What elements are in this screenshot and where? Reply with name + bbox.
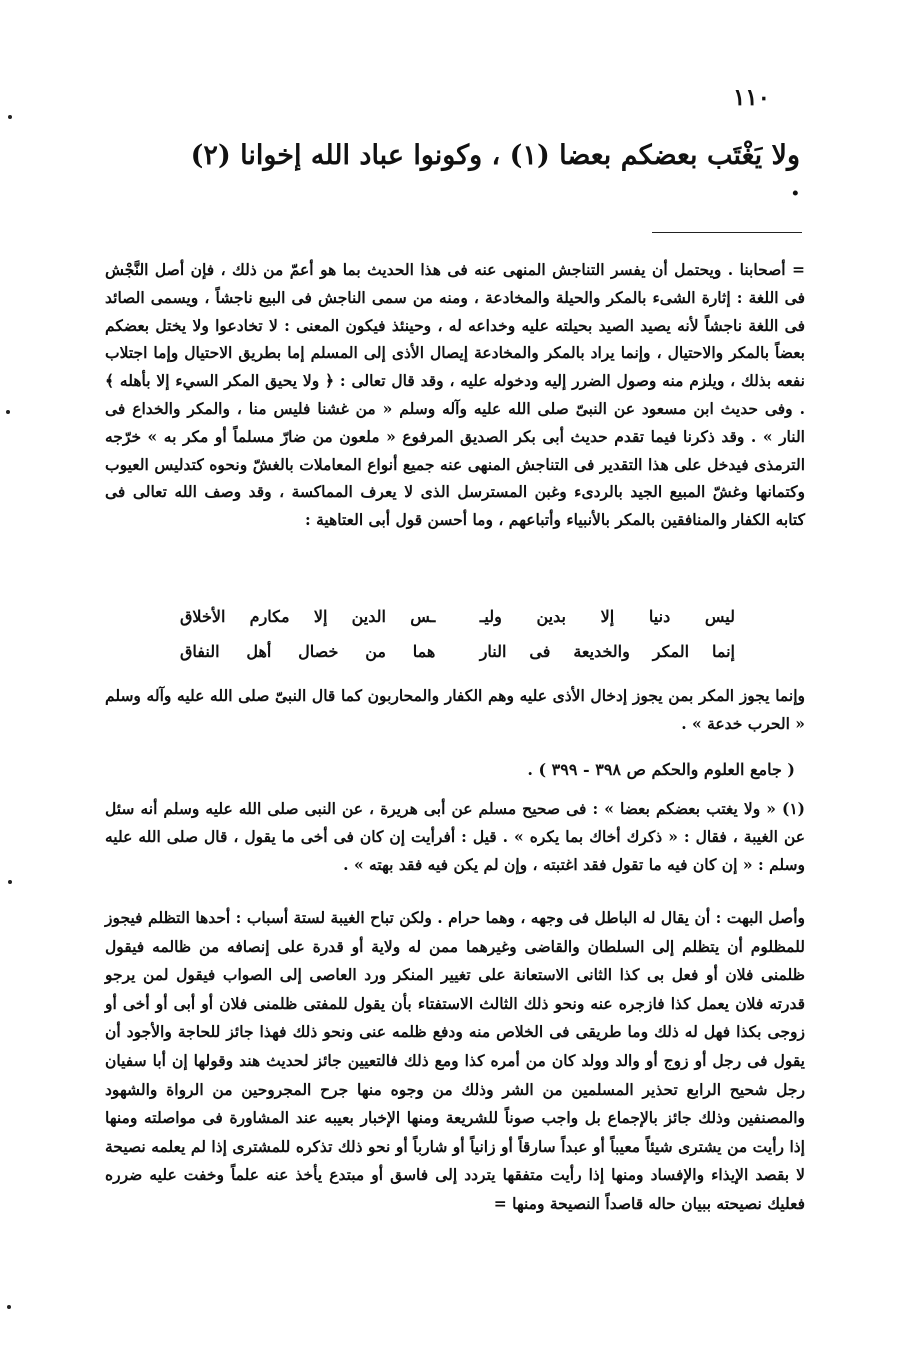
footnote-separator (652, 232, 802, 233)
footnote-1-continued: وأصل البهت : أن يقال له الباطل فى وجهه ، وهما حرام . ولكن تباح الغيبة لستة أسباب : أحدها التظلم فيجوز للمظلوم أن يتظلم إلى السلطان والقاضى وغيرهما ممن له ولاية أو قدرة على إنصافه من ظالمه فيقول ظلمنى فلان أو فعل بى كذا الثانى الاستعانة على تغيير المنكر ورد العاصى إلى الصواب فيقول لمن يرجو قدرته فلان يعمل كذا فازجره عنه ونحو ذلك الثالث الاستفتاء بأن يقول للمفتى ظلمنى فلان أو أبى أو أخى أو زوجى بكذا فهل له ذلك وما طريقى فى الخلاص منه ودفع ظلمه عنى ونحو ذلك فهذا جائز للحاجة والأجود أن يقول فى رجل أو زوج أو والد وولد كان من أمره كذا ومع ذلك فالتعيين جائز لحديث هند وقولها إن أبا سفيان رجل شحيح الرابع تحذير المسلمين من الشر وذلك من وجوه منها جرح المجروحين من الرواة والشهود والمصنفين وذلك جائز بالإجماع بل واجب صوناً للشريعة ومنها الإخبار بعيبه عند المشاورة فى مواصلته ومنها إذا رأيت من يشترى شيئاً معيباً أو عبداً سارقاً أو زانياً أو شارباً أو نحو ذلك تذكره للمشترى إذا لم يعلمه نصيحة لا بقصد الإيذاء والإفساد ومنها إذا رأيت متفقها يتردد إلى فاسق أو مبتدع يأخذ عنه علماً وخفت عليه ضرره فعليك نصيحته ببيان حاله قاصداً النصيحة ومنها = (105, 908, 805, 1213)
scan-speck (6, 410, 10, 414)
scan-speck (8, 880, 12, 884)
footnote-1: (١) « ولا يغتب بعضكم بعضا » : فى صحيح مسلم عن أبى هريرة ، عن النبى صلى الله عليه وسلم أنه سئل عن الغيبة ، فقال : « ذكرك أخاك بما يكره » . قيل : أفرأيت إن كان فى أخى ما يقول ، قال صلى الله عليه وسلم : « إن كان فيه ما تقول فقد اغتبته ، وإن لم يكن فيه فقد بهته » . (105, 799, 805, 874)
poem-hemistich: ليس دنيا إلا بدين وليـ (479, 607, 735, 626)
page-number: ١١٠ (732, 84, 770, 111)
poem-hemistich: هما من خصال أهل النفاق (180, 642, 436, 661)
after-poem-text: وإنما يجوز المكر بمن يجوز إدخال الأذى عليه وهم الكفار والمحاربون كما قال النبىّ صلى الله عليه وآله وسلم « الحرب خدعة » . (105, 686, 805, 733)
hadith-main-text: ولا يَغْتَب بعضكم بعضا (١) ، وكونوا عباد الله إخوانا (٢) . (190, 140, 800, 202)
poem-line (180, 642, 735, 677)
scan-speck (7, 1305, 11, 1309)
source-citation: ( جامع العلوم والحكم ص ٣٩٨ - ٣٩٩ ) . (527, 760, 795, 779)
poem-hemistich: ـس الدين إلا مكارم الأخلاق (180, 607, 436, 626)
poem (180, 607, 735, 677)
scan-speck (8, 115, 12, 119)
footnote-continuation: = أصحابنا . ويحتمل أن يفسر التناجش المنهى عنه فى هذا الحديث بما هو أعمّ من ذلك ، فإن أصل النَّجْش فى اللغة : إثارة الشىء بالمكر والحيلة والمخادعة ، ومنه من سمى الناجش فى البيع ناجشاً ، ويسمى الصائد فى اللغة ناجشاً لأنه يصيد الصيد بحيلته عليه وخداعه له ، وحينئذ فيكون المعنى : لا تخادعوا ولا يختل بعضكم بعضاً بالمكر والاحتيال ، وإنما يراد بالمكر والمخادعة إيصال الأذى إلى المسلم إما بطريق الاحتيال وإما اجتلاب نفعه بذلك ، ويلزم منه وصول الضرر إليه ودخوله عليه ، وقد قال تعالى : ﴿ ولا يحيق المكر السيء إلا بأهله ﴾ . وفى حديث ابن مسعود عن النبىّ صلى الله عليه وآله وسلم « من غشنا فليس منا ، والمكر والخداع فى النار » . وقد ذكرنا فيما تقدم حديث أبى بكر الصديق المرفوع « ملعون من ضارّ مسلماً أو مكر به » خرّجه الترمذى فيدخل على هذا التقدير فى التناجش المنهى عنه جميع أنواع المعاملات بالغشّ ونحوه كتدليس العيوب وكتمانها وغشّ المبيع الجيد بالردىء وغبن المسترسل الذى لا يعرف المماكسة ، وقد وصف الله تعالى فى كتابه الكفار والمنافقين بالمكر بالأنبياء وأتباعهم ، وما أحسن قول أبى العتاهية : (105, 260, 805, 530)
poem-hemistich: إنما المكر والخديعة فى النار (479, 642, 735, 661)
poem-line (180, 607, 735, 642)
